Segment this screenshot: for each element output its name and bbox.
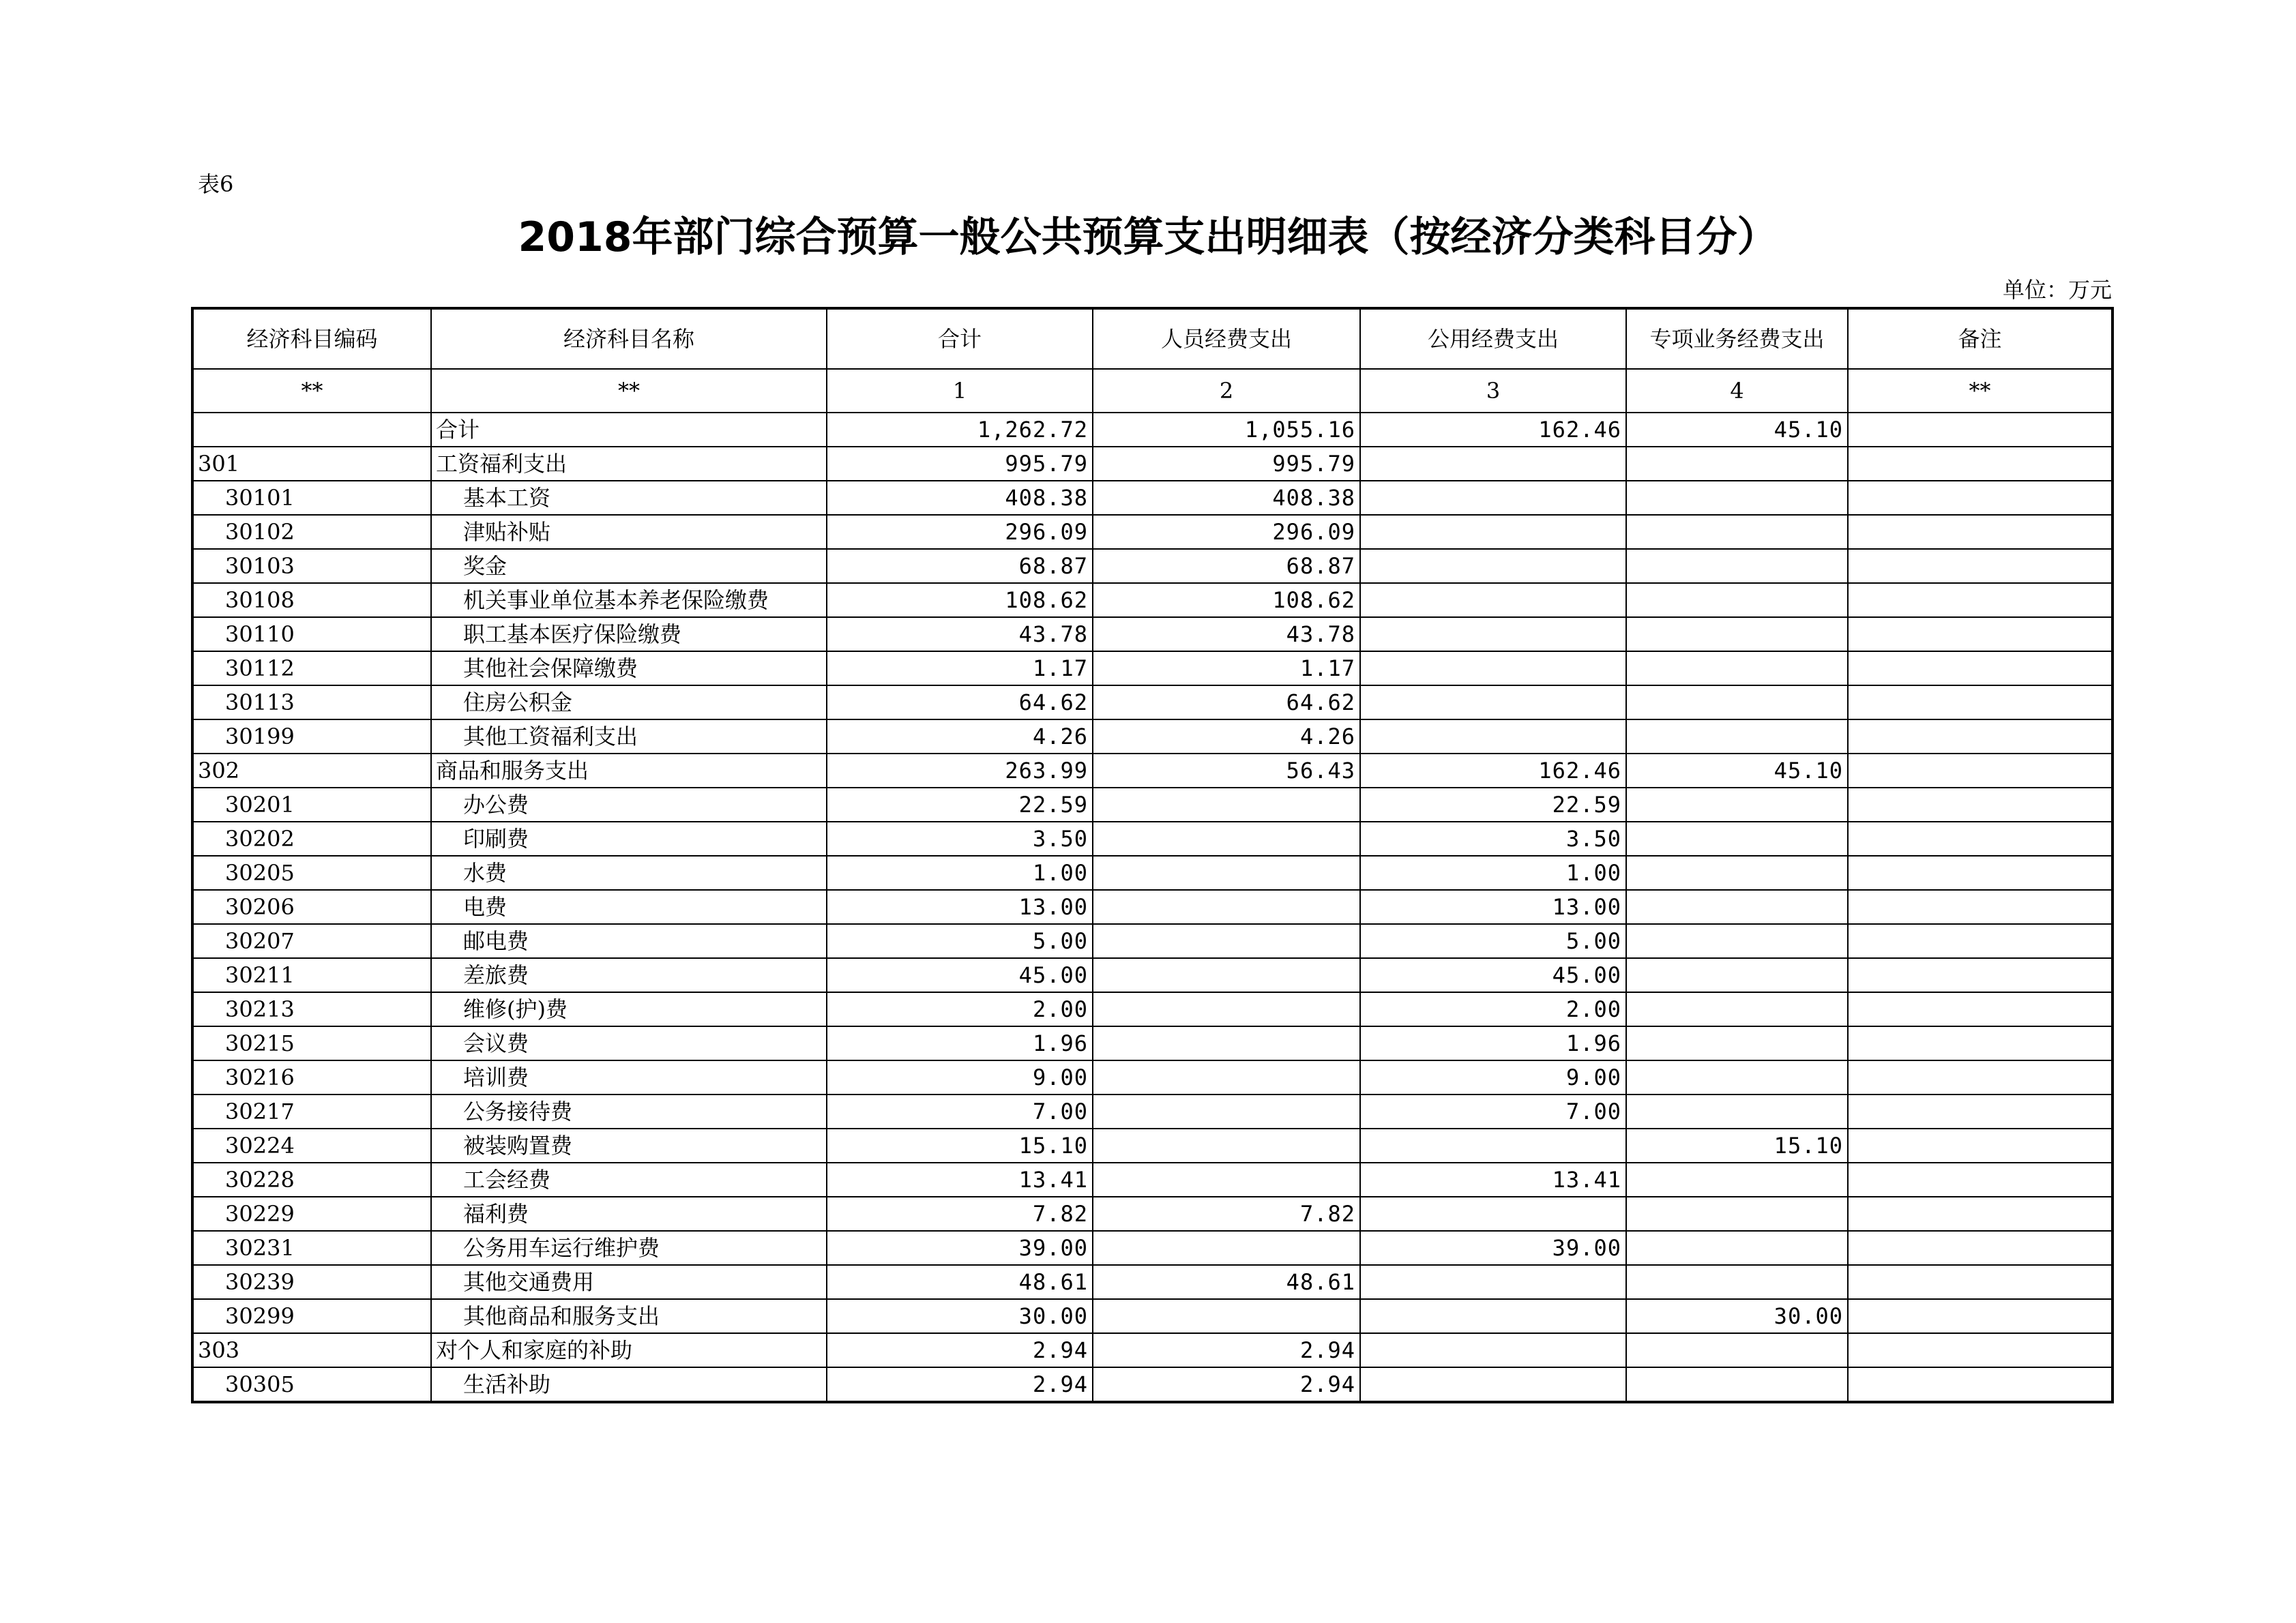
- total-cell: 995.79: [827, 447, 1093, 481]
- special-cell: [1626, 1265, 1848, 1299]
- code-cell: 30229: [192, 1197, 431, 1231]
- table-row: [192, 788, 2113, 822]
- table-row: [192, 481, 2113, 515]
- name-cell: 水费: [431, 856, 827, 890]
- total-cell: 13.00: [827, 890, 1093, 924]
- code-cell: [192, 413, 431, 447]
- total-cell: 48.61: [827, 1265, 1093, 1299]
- personnel-cell: 1.17: [1093, 651, 1360, 685]
- special-cell: [1626, 447, 1848, 481]
- personnel-cell: [1093, 924, 1360, 958]
- personnel-cell: 108.62: [1093, 583, 1360, 617]
- personnel-cell: 7.82: [1093, 1197, 1360, 1231]
- total-cell: 263.99: [827, 754, 1093, 788]
- personnel-cell: [1093, 1129, 1360, 1163]
- name-cell: 对个人和家庭的补助: [431, 1333, 827, 1367]
- note-cell: [1848, 1265, 2113, 1299]
- note-cell: [1848, 1129, 2113, 1163]
- name-cell: 电费: [431, 890, 827, 924]
- special-cell: [1626, 992, 1848, 1026]
- personnel-cell: [1093, 1299, 1360, 1333]
- total-cell: 68.87: [827, 549, 1093, 583]
- name-cell: 基本工资: [431, 481, 827, 515]
- name-cell: 职工基本医疗保险缴费: [431, 617, 827, 651]
- public-cell: 13.41: [1360, 1163, 1626, 1197]
- note-cell: [1848, 1231, 2113, 1265]
- name-cell: 商品和服务支出: [431, 754, 827, 788]
- special-cell: [1626, 788, 1848, 822]
- public-cell: 5.00: [1360, 924, 1626, 958]
- table-row: [192, 890, 2113, 924]
- unit-note: 单位：万元: [2002, 277, 2112, 303]
- total-cell: 5.00: [827, 924, 1093, 958]
- public-cell: [1360, 481, 1626, 515]
- table-row: [192, 822, 2113, 856]
- code-cell: 30305: [192, 1367, 431, 1402]
- note-cell: [1848, 549, 2113, 583]
- note-cell: [1848, 481, 2113, 515]
- public-cell: 2.00: [1360, 992, 1626, 1026]
- code-cell: 303: [192, 1333, 431, 1367]
- document-title: 2018年部门综合预算一般公共预算支出明细表（按经济分类科目分）: [518, 213, 1778, 261]
- personnel-cell: 64.62: [1093, 685, 1360, 719]
- note-cell: [1848, 1095, 2113, 1129]
- special-cell: [1626, 890, 1848, 924]
- table-row: [192, 413, 2113, 447]
- special-cell: [1626, 1367, 1848, 1402]
- name-cell: 工会经费: [431, 1163, 827, 1197]
- special-cell: [1626, 1231, 1848, 1265]
- personnel-cell: [1093, 856, 1360, 890]
- index-cell: 3: [1360, 369, 1626, 413]
- code-cell: 30228: [192, 1163, 431, 1197]
- personnel-cell: [1093, 1026, 1360, 1060]
- special-cell: [1626, 719, 1848, 754]
- special-cell: [1626, 924, 1848, 958]
- name-cell: 印刷费: [431, 822, 827, 856]
- code-cell: 30207: [192, 924, 431, 958]
- code-cell: 302: [192, 754, 431, 788]
- code-cell: 30199: [192, 719, 431, 754]
- table-row: [192, 1060, 2113, 1095]
- total-cell: 15.10: [827, 1129, 1093, 1163]
- name-cell: 住房公积金: [431, 685, 827, 719]
- name-cell: 其他交通费用: [431, 1265, 827, 1299]
- personnel-cell: 1,055.16: [1093, 413, 1360, 447]
- note-cell: [1848, 1163, 2113, 1197]
- special-cell: [1626, 685, 1848, 719]
- code-cell: 30205: [192, 856, 431, 890]
- note-cell: [1848, 1333, 2113, 1367]
- name-cell: 差旅费: [431, 958, 827, 992]
- header-cell-note: 备注: [1848, 308, 2113, 369]
- special-cell: [1626, 515, 1848, 549]
- total-cell: 2.94: [827, 1367, 1093, 1402]
- total-cell: 39.00: [827, 1231, 1093, 1265]
- note-cell: [1848, 856, 2113, 890]
- personnel-cell: 408.38: [1093, 481, 1360, 515]
- note-cell: [1848, 685, 2113, 719]
- note-cell: [1848, 447, 2113, 481]
- personnel-cell: [1093, 890, 1360, 924]
- public-cell: [1360, 447, 1626, 481]
- special-cell: [1626, 549, 1848, 583]
- total-cell: 296.09: [827, 515, 1093, 549]
- table-row: [192, 1095, 2113, 1129]
- code-cell: 30213: [192, 992, 431, 1026]
- public-cell: [1360, 1299, 1626, 1333]
- note-cell: [1848, 1060, 2113, 1095]
- public-cell: [1360, 685, 1626, 719]
- personnel-cell: [1093, 1231, 1360, 1265]
- note-cell: [1848, 754, 2113, 788]
- note-cell: [1848, 1197, 2113, 1231]
- special-cell: [1626, 1026, 1848, 1060]
- name-cell: 其他社会保障缴费: [431, 651, 827, 685]
- name-cell: 生活补助: [431, 1367, 827, 1402]
- table-row: [192, 1299, 2113, 1333]
- table-row: [192, 1231, 2113, 1265]
- total-cell: 2.94: [827, 1333, 1093, 1367]
- special-cell: [1626, 1163, 1848, 1197]
- code-cell: 30217: [192, 1095, 431, 1129]
- table-row: [192, 754, 2113, 788]
- public-cell: [1360, 583, 1626, 617]
- special-cell: 45.10: [1626, 754, 1848, 788]
- public-cell: [1360, 1197, 1626, 1231]
- name-cell: 工资福利支出: [431, 447, 827, 481]
- public-cell: 7.00: [1360, 1095, 1626, 1129]
- total-cell: 9.00: [827, 1060, 1093, 1095]
- header-cell-total: 合计: [827, 308, 1093, 369]
- total-cell: 7.00: [827, 1095, 1093, 1129]
- public-cell: 45.00: [1360, 958, 1626, 992]
- public-cell: 9.00: [1360, 1060, 1626, 1095]
- name-cell: 邮电费: [431, 924, 827, 958]
- name-cell: 其他商品和服务支出: [431, 1299, 827, 1333]
- special-cell: 30.00: [1626, 1299, 1848, 1333]
- special-cell: 45.10: [1626, 413, 1848, 447]
- note-cell: [1848, 958, 2113, 992]
- name-cell: 维修(护)费: [431, 992, 827, 1026]
- personnel-cell: 995.79: [1093, 447, 1360, 481]
- code-cell: 30299: [192, 1299, 431, 1333]
- header-row: [192, 308, 2113, 369]
- total-cell: 3.50: [827, 822, 1093, 856]
- table-row: [192, 1163, 2113, 1197]
- table-row: [192, 1367, 2113, 1402]
- public-cell: 1.96: [1360, 1026, 1626, 1060]
- name-cell: 机关事业单位基本养老保险缴费: [431, 583, 827, 617]
- total-cell: 45.00: [827, 958, 1093, 992]
- special-cell: [1626, 1197, 1848, 1231]
- public-cell: 3.50: [1360, 822, 1626, 856]
- special-cell: [1626, 856, 1848, 890]
- table-row: [192, 583, 2113, 617]
- code-cell: 30216: [192, 1060, 431, 1095]
- table-row: [192, 617, 2113, 651]
- personnel-cell: 296.09: [1093, 515, 1360, 549]
- public-cell: [1360, 1129, 1626, 1163]
- public-cell: [1360, 1367, 1626, 1402]
- public-cell: 39.00: [1360, 1231, 1626, 1265]
- code-cell: 30206: [192, 890, 431, 924]
- table-row: [192, 1333, 2113, 1367]
- personnel-cell: [1093, 822, 1360, 856]
- note-cell: [1848, 924, 2113, 958]
- personnel-cell: [1093, 1095, 1360, 1129]
- code-cell: 30201: [192, 788, 431, 822]
- personnel-cell: 2.94: [1093, 1367, 1360, 1402]
- personnel-cell: [1093, 788, 1360, 822]
- code-cell: 30108: [192, 583, 431, 617]
- table-row: [192, 992, 2113, 1026]
- note-cell: [1848, 617, 2113, 651]
- table-row: [192, 1129, 2113, 1163]
- note-cell: [1848, 719, 2113, 754]
- total-cell: 4.26: [827, 719, 1093, 754]
- table-header: [192, 308, 2113, 413]
- special-cell: [1626, 1060, 1848, 1095]
- total-cell: 22.59: [827, 788, 1093, 822]
- personnel-cell: 68.87: [1093, 549, 1360, 583]
- note-cell: [1848, 992, 2113, 1026]
- name-cell: 津贴补贴: [431, 515, 827, 549]
- public-cell: 1.00: [1360, 856, 1626, 890]
- total-cell: 1.00: [827, 856, 1093, 890]
- special-cell: [1626, 481, 1848, 515]
- personnel-cell: [1093, 992, 1360, 1026]
- code-cell: 301: [192, 447, 431, 481]
- personnel-cell: [1093, 1060, 1360, 1095]
- header-cell-code: 经济科目编码: [192, 308, 431, 369]
- note-cell: [1848, 1299, 2113, 1333]
- note-cell: [1848, 583, 2113, 617]
- name-cell: 办公费: [431, 788, 827, 822]
- special-cell: [1626, 1333, 1848, 1367]
- note-cell: [1848, 822, 2113, 856]
- code-cell: 30112: [192, 651, 431, 685]
- header-cell-public: 公用经费支出: [1360, 308, 1626, 369]
- table-row: [192, 685, 2113, 719]
- total-cell: 1.17: [827, 651, 1093, 685]
- index-cell: 2: [1093, 369, 1360, 413]
- public-cell: [1360, 1265, 1626, 1299]
- personnel-cell: 4.26: [1093, 719, 1360, 754]
- note-cell: [1848, 1026, 2113, 1060]
- personnel-cell: [1093, 958, 1360, 992]
- code-cell: 30215: [192, 1026, 431, 1060]
- code-cell: 30101: [192, 481, 431, 515]
- header-cell-name: 经济科目名称: [431, 308, 827, 369]
- table-row: [192, 1265, 2113, 1299]
- name-cell: 公务用车运行维护费: [431, 1231, 827, 1265]
- table-row: [192, 549, 2113, 583]
- table-row: [192, 651, 2113, 685]
- special-cell: [1626, 583, 1848, 617]
- total-cell: 30.00: [827, 1299, 1093, 1333]
- public-cell: [1360, 651, 1626, 685]
- total-cell: 7.82: [827, 1197, 1093, 1231]
- note-cell: [1848, 651, 2113, 685]
- note-cell: [1848, 515, 2113, 549]
- personnel-cell: [1093, 1163, 1360, 1197]
- personnel-cell: 43.78: [1093, 617, 1360, 651]
- special-cell: [1626, 617, 1848, 651]
- public-cell: 162.46: [1360, 754, 1626, 788]
- code-cell: 30110: [192, 617, 431, 651]
- personnel-cell: 56.43: [1093, 754, 1360, 788]
- public-cell: 22.59: [1360, 788, 1626, 822]
- public-cell: [1360, 1333, 1626, 1367]
- index-cell: 1: [827, 369, 1093, 413]
- note-cell: [1848, 413, 2113, 447]
- special-cell: [1626, 822, 1848, 856]
- total-cell: 408.38: [827, 481, 1093, 515]
- public-cell: 162.46: [1360, 413, 1626, 447]
- total-cell: 108.62: [827, 583, 1093, 617]
- budget-expenditure-table: [191, 307, 2114, 1403]
- note-cell: [1848, 890, 2113, 924]
- total-cell: 64.62: [827, 685, 1093, 719]
- special-cell: [1626, 651, 1848, 685]
- code-cell: 30103: [192, 549, 431, 583]
- table-row: [192, 1197, 2113, 1231]
- index-cell: **: [431, 369, 827, 413]
- public-cell: [1360, 719, 1626, 754]
- total-cell: 2.00: [827, 992, 1093, 1026]
- index-cell: 4: [1626, 369, 1848, 413]
- header-cell-personnel: 人员经费支出: [1093, 308, 1360, 369]
- code-cell: 30202: [192, 822, 431, 856]
- code-cell: 30239: [192, 1265, 431, 1299]
- code-cell: 30231: [192, 1231, 431, 1265]
- note-cell: [1848, 1367, 2113, 1402]
- special-cell: [1626, 958, 1848, 992]
- index-row: [192, 369, 2113, 413]
- personnel-cell: 2.94: [1093, 1333, 1360, 1367]
- name-cell: 福利费: [431, 1197, 827, 1231]
- code-cell: 30102: [192, 515, 431, 549]
- special-cell: 15.10: [1626, 1129, 1848, 1163]
- name-cell: 其他工资福利支出: [431, 719, 827, 754]
- table-row: [192, 1026, 2113, 1060]
- personnel-cell: 48.61: [1093, 1265, 1360, 1299]
- total-cell: 43.78: [827, 617, 1093, 651]
- public-cell: [1360, 515, 1626, 549]
- total-cell: 1,262.72: [827, 413, 1093, 447]
- code-cell: 30224: [192, 1129, 431, 1163]
- table-row: [192, 515, 2113, 549]
- note-cell: [1848, 788, 2113, 822]
- name-cell: 培训费: [431, 1060, 827, 1095]
- table-row: [192, 924, 2113, 958]
- special-cell: [1626, 1095, 1848, 1129]
- header-cell-special: 专项业务经费支出: [1626, 308, 1848, 369]
- public-cell: [1360, 617, 1626, 651]
- code-cell: 30113: [192, 685, 431, 719]
- table-label: 表6: [198, 171, 234, 197]
- total-cell: 1.96: [827, 1026, 1093, 1060]
- table-body: [192, 413, 2113, 1402]
- total-cell: 13.41: [827, 1163, 1093, 1197]
- index-cell: **: [1848, 369, 2113, 413]
- table-row: [192, 719, 2113, 754]
- table-row: [192, 958, 2113, 992]
- table-row: [192, 856, 2113, 890]
- code-cell: 30211: [192, 958, 431, 992]
- table-row: [192, 447, 2113, 481]
- public-cell: 13.00: [1360, 890, 1626, 924]
- name-cell: 合计: [431, 413, 827, 447]
- public-cell: [1360, 549, 1626, 583]
- name-cell: 奖金: [431, 549, 827, 583]
- name-cell: 会议费: [431, 1026, 827, 1060]
- name-cell: 被装购置费: [431, 1129, 827, 1163]
- index-cell: **: [192, 369, 431, 413]
- name-cell: 公务接待费: [431, 1095, 827, 1129]
